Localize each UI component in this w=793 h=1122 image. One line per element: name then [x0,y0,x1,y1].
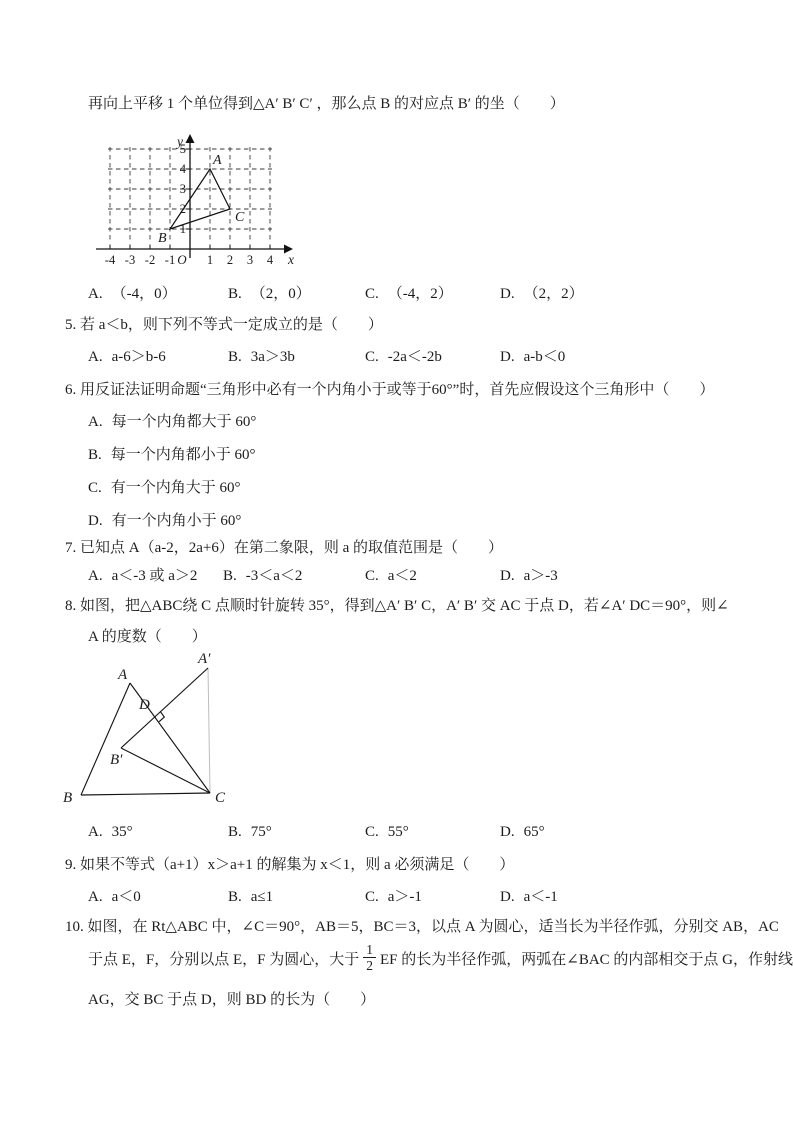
point-label-c: C [215,790,226,806]
q8-option-a: A. 35° [88,824,133,840]
q5-option-d: D. a-b＜0 [500,349,566,365]
q8-stem-line1: 8. 如图，把△ABC绕 C 点顺时针旋转 35°，得到△A′ B′ C，A′ B′ 交 AC 于点 D，若∠A′ DC＝90°，则∠ [65,598,729,614]
svg-text:3: 3 [246,253,254,267]
q9-option-b: B. a≤1 [228,889,274,905]
q10-line2 [88,936,793,980]
svg-text:1: 1 [179,222,186,236]
q5-option-b: B. 3a＞3b [228,349,295,365]
q9-stem: 9. 如果不等式（a+1）x＞a+1 的解集为 x＜1，则 a 必须满足（ ） [65,857,515,873]
q9-option-a: A. a＜0 [88,889,141,905]
q8-stem-line2: A 的度数（ ） [88,629,207,645]
segment-a-prime-b-prime [121,668,208,748]
q6-stem: 6. 用反证法证明命题“三角形中必有一个内角小于或等于60°”时，首先应假设这个三角形中（ ） [65,382,715,398]
origin-label: O [177,252,187,267]
fraction-numerator: 1 [366,941,374,957]
q9-option-d: D. a＜-1 [500,889,558,905]
q10-line2-before: 于点 E，F，分别以点 E，F 为圆心，大于 [88,951,360,968]
q4-option-d: D. （2，2） [500,286,584,302]
q7-option-d: D. a＞-3 [500,568,558,584]
rotation-figure-lines [81,668,210,795]
svg-text:-4: -4 [104,253,116,267]
q6-option-b: B. 每一个内角都小于 60° [88,447,256,463]
fraction-denominator: 2 [363,957,376,973]
q6-option-a: A. 每一个内角都大于 60° [88,414,257,430]
svg-text:4: 4 [179,162,186,176]
q8-option-b: B. 75° [228,824,272,840]
segment-a-prime-c-light [208,668,210,793]
point-label-d: D [139,697,150,713]
point-label-b-prime: B′ [110,752,123,768]
q7-option-a: A. a＜-3 或 a＞2 [88,568,198,584]
segment-b-prime-c [121,748,210,793]
q8-option-c: C. 55° [365,824,409,840]
q7-option-c: C. a＜2 [365,568,417,584]
svg-text:-2: -2 [144,253,156,267]
q4-option-a: A. （-4，0） [88,286,177,302]
q4-option-b: B. （2，0） [228,286,311,302]
q7-stem: 7. 已知点 A（a-2，2a+6）在第二象限，则 a 的取值范围是（ ） [65,540,504,556]
point-label-c: C [235,210,245,225]
point-label-a-prime: A′ [198,651,211,667]
svg-text:1: 1 [206,253,214,267]
q10-line2-after: EF 的长为半径作弧，两弧在∠BAC 的内部相交于点 G，作射线 [380,951,793,968]
q5-option-c: C. -2a＜-2b [365,349,442,365]
q9-option-c: C. a＞-1 [365,889,422,905]
segment-bc [81,793,210,795]
q5-option-a: A. a-6＞b-6 [88,349,166,365]
fraction-one-half [363,943,376,973]
q10-line3: AG，交 BC 于点 D，则 BD 的长为（ ） [88,992,376,1008]
svg-text:5: 5 [179,142,186,156]
segment-ab [81,683,130,795]
point-label-a: A [118,667,128,683]
y-axis-label: y [177,134,183,149]
svg-text:-1: -1 [164,253,176,267]
x-axis-label: x [288,252,294,267]
svg-text:3: 3 [179,182,186,196]
q5-stem: 5. 若 a＜b，则下列不等式一定成立的是（ ） [65,317,383,333]
svg-text:2: 2 [179,202,186,216]
q6-option-c: C. 有一个内角大于 60° [88,480,241,496]
q4-option-c: C. （-4，2） [365,286,453,302]
q10-line1: 10. 如图，在 Rt△ABC 中，∠C＝90°，AB＝5，BC＝3，以点 A 为圆心，适当长为半径作弧，分别交 AB，AC [65,919,779,935]
point-label-b: B [63,790,73,806]
q6-option-d: D. 有一个内角小于 60° [88,513,242,529]
svg-text:2: 2 [226,253,234,267]
svg-text:4: 4 [266,253,274,267]
q4-continuation-text: 再向上平移 1 个单位得到△A′ B′ C′ ，那么点 B 的对应点 B′ 的坐（ ） [88,96,565,112]
point-label-b: B [158,231,167,246]
point-label-a: A [213,153,222,168]
q7-option-b: B. -3＜a＜2 [223,568,303,584]
q8-option-d: D. 65° [500,824,545,840]
svg-text:-3: -3 [124,253,136,267]
